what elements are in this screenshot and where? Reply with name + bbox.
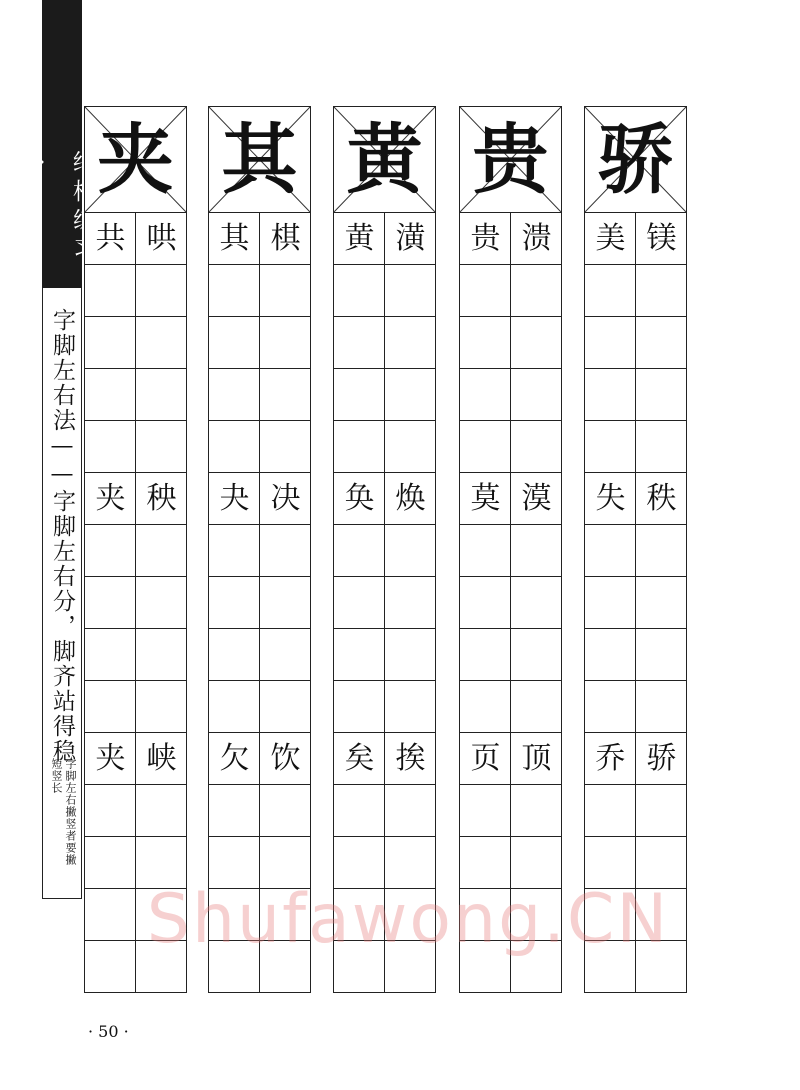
- practice-grid: [84, 212, 187, 993]
- practice-character: 夹: [95, 741, 126, 776]
- practice-character: 决: [270, 481, 301, 516]
- practice-character: 夹: [95, 481, 126, 516]
- model-character-cell: [84, 106, 187, 212]
- practice-grid: [584, 212, 687, 993]
- practice-character: 溃: [521, 221, 552, 256]
- sidebar-subtitle: 字脚左右法——字脚左右分，脚齐站得稳: [49, 308, 75, 764]
- practice-character: 页: [470, 741, 501, 776]
- sidebar-subtitle-block: [42, 288, 82, 899]
- sidebar-note: 字脚左右撇竖者要撇短竖长: [50, 758, 77, 866]
- practice-character: 美: [595, 221, 626, 256]
- practice-character: 贵: [470, 221, 501, 256]
- practice-character: 饮: [270, 741, 301, 776]
- sidebar-title-block: [29, 0, 95, 288]
- practice-character: 顶: [521, 741, 552, 776]
- practice-character: 秩: [646, 481, 677, 516]
- watermark: Shufawong.CN: [146, 880, 670, 959]
- model-character: 贵: [472, 114, 549, 204]
- practice-character: 矣: [344, 741, 375, 776]
- practice-character: 哄: [146, 221, 177, 256]
- practice-character: 其: [219, 221, 250, 256]
- practice-character: 黄: [344, 221, 375, 256]
- practice-character: 漠: [521, 481, 552, 516]
- practice-character: 失: [595, 481, 626, 516]
- practice-character: 骄: [646, 741, 677, 776]
- practice-character: 莫: [470, 481, 501, 516]
- practice-character: 秧: [146, 481, 177, 516]
- practice-character: 棋: [270, 221, 301, 256]
- practice-character: 峡: [146, 741, 177, 776]
- practice-grid: [333, 212, 436, 993]
- practice-grid: [459, 212, 562, 993]
- model-character-cell: [459, 106, 562, 212]
- practice-character: 欠: [219, 741, 250, 776]
- model-character-cell: [584, 106, 687, 212]
- model-character: 黄: [346, 114, 423, 204]
- page-number: · 50 ·: [88, 1022, 129, 1041]
- practice-character: 夬: [219, 481, 250, 516]
- model-character: 夹: [97, 114, 174, 204]
- practice-character: 潢: [395, 221, 426, 256]
- practice-character: 奂: [344, 481, 375, 516]
- practice-character: 镁: [646, 221, 677, 256]
- model-character-cell: [333, 106, 436, 212]
- model-character: 其: [221, 114, 298, 204]
- practice-character: 挨: [395, 741, 426, 776]
- sidebar: [29, 0, 95, 900]
- practice-character: 共: [95, 221, 126, 256]
- model-character: 骄: [597, 114, 674, 204]
- model-character-cell: [208, 106, 311, 212]
- practice-character: 乔: [595, 741, 626, 776]
- practice-grid: [208, 212, 311, 993]
- practice-character: 焕: [395, 481, 426, 516]
- sidebar-title: 结构练习·: [29, 150, 95, 266]
